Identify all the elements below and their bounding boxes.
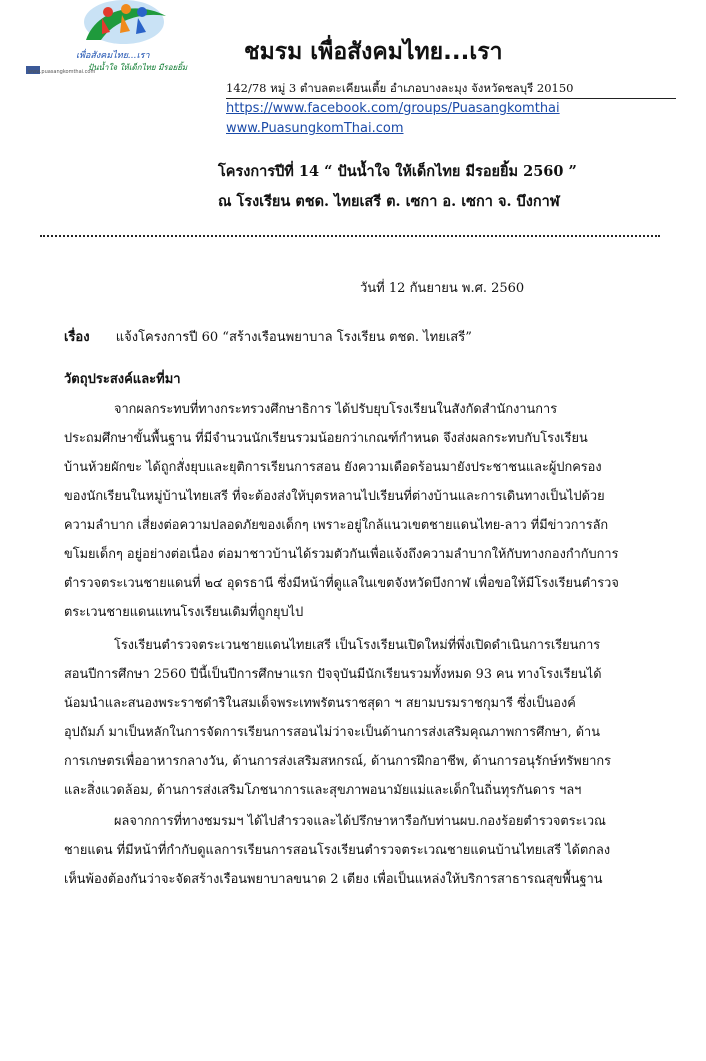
section-heading: วัตถุประสงค์และที่มา [64,372,181,387]
logo-tagline: เพื่อสังคมไทย...เรา [76,51,150,61]
club-logo [26,0,196,78]
dotted-divider [40,235,660,237]
paragraph-line: บ้านห้วยผักขะ ได้ถูกสั่งยุบและยุติการเรียนการสอน ยังความเดือดร้อนมายังประชาชนและผู้ปกครอง [64,460,602,475]
paragraph-line: โรงเรียนตำรวจตระเวนชายแดนไทยเสรี เป็นโรงเรียนเปิดใหม่ที่พึ่งเปิดดำเนินการเรียนการ [114,638,601,653]
subject-label: เรื่อง [64,330,90,345]
letter-subject [64,326,472,347]
paragraph-line: ประถมศึกษาขั้นพื้นฐาน ที่มีจำนวนนักเรียนรวมน้อยกว่าเกณฑ์กำหนด จึงส่งผลกระทบกับโรงเรียน [64,431,588,446]
paragraph-line: และสิ่งแวดล้อม, ด้านการส่งเสริมโภชนาการและสุขภาพอนามัยแม่และเด็กในถิ่นทุรกันดาร ฯลฯ [64,783,582,798]
paragraph-line: ของนักเรียนในหมู่บ้านไทยเสรี ที่จะต้องส่งให้บุตรหลานไปเรียนที่ต่างบ้านและการเดินทางเป็นไปด้วย [64,489,605,504]
project-title: โครงการปีที่ 14 “ ปันน้ำใจ ให้เด็กไทย มีรอยยิ้ม 2560 ” [218,163,577,180]
paragraph-line: ขโมยเด็กๆ อยู่อย่างต่อเนื่อง ต่อมาชาวบ้านได้รวมตัวกันเพื่อแจ้งถึงความลำบากให้กับทางกองกำกับการ [64,547,619,562]
paragraph-line: น้อมนำและสนองพระราชดำริในสมเด็จพระเทพรัตนราชสุดา ฯ สยามบรมราชกุมารี ซึ่งเป็นองค์ [64,696,576,711]
logo-tagline-secondary: ปันน้ำใจ ให้เด็กไทย มีรอยยิ้ม [88,63,188,72]
paragraph-line: ตระเวนชายแดนแทนโรงเรียนเดิมที่ถูกยุบไป [64,605,304,620]
logo-small-text: www.puasangkomthai.com [28,69,96,75]
paragraph-line: อุปถัมภ์ มาเป็นหลักในการจัดการเรียนการสอนไม่ว่าจะเป็นด้านการส่งเสริมคุณภาพการศึกษา, ด้าน [64,725,600,740]
project-venue: ณ โรงเรียน ตชด. ไทยเสรี ต. เซกา อ. เซกา จ. บึงกาฬ [218,193,560,210]
organization-name: ชมรม เพื่อสังคมไทย...เรา [244,39,503,65]
header-divider [226,98,676,99]
paragraph-line: เห็นพ้องต้องกันว่าจะจัดสร้างเรือนพยาบาลขนาด 2 เตียง เพื่อเป็นแหล่งให้บริการสาธารณสุขพื้นฐาน [64,872,603,887]
paragraph-line: สอนปีการศึกษา 2560 ปีนี้เป็นปีการศึกษาแรก ปัจจุบันมีนักเรียนรวมทั้งหมด 93 คน ทางโรงเรียนได้ [64,667,602,682]
paragraph-line: ตำรวจตระเวนชายแดนที่ ๒๔ อุดรธานี ซึ่งมีหน้าที่ดูแลในเขตจังหวัดบึงกาฬ เพื่อขอให้มีโรงเรียนตำรวจ [64,576,619,591]
organization-address: 142/78 หมู่ 3 ตำบลตะเคียนเตี้ย อำเภอบางละมุง จังหวัดชลบุรี 20150 [226,81,574,95]
website-link[interactable]: www.PuasungkomThai.com [226,121,404,136]
paragraph-line: ชายแดน ที่มีหน้าที่กำกับดูแลการเรียนการสอนโรงเรียนตำรวจตระเวณชายแดนบ้านไทยเสรี ได้ตกลง [64,843,611,858]
subject-text: แจ้งโครงการปี 60 “สร้างเรือนพยาบาล โรงเรียน ตชด. ไทยเสรี” [115,330,472,345]
paragraph-line: ความลำบาก เสี่ยงต่อความปลอดภัยของเด็กๆ เพราะอยู่ใกล้แนวเขตชายแดนไทย-ลาว ที่มีข่าวการลัก [64,518,609,533]
paragraph-line: ผลจากการที่ทางชมรมฯ ได้ไปสำรวจและได้ปรึกษาหารือกับท่านผบ.กองร้อยตำรวจตระเวณ [114,814,606,829]
paragraph-line: จากผลกระทบที่ทางกระทรวงศึกษาธิการ ได้ปรับยุบโรงเรียนในสังกัดสำนักงานการ [114,402,558,417]
letter-date: วันที่ 12 กันยายน พ.ศ. 2560 [360,281,525,296]
paragraph-line: การเกษตรเพื่ออาหารกลางวัน, ด้านการส่งเสริมสหกรณ์, ด้านการฝึกอาชีพ, ด้านการอนุรักษ์ทรัพยากร [64,754,611,769]
facebook-link[interactable]: https://www.facebook.com/groups/Puasangkomthai [226,101,560,116]
